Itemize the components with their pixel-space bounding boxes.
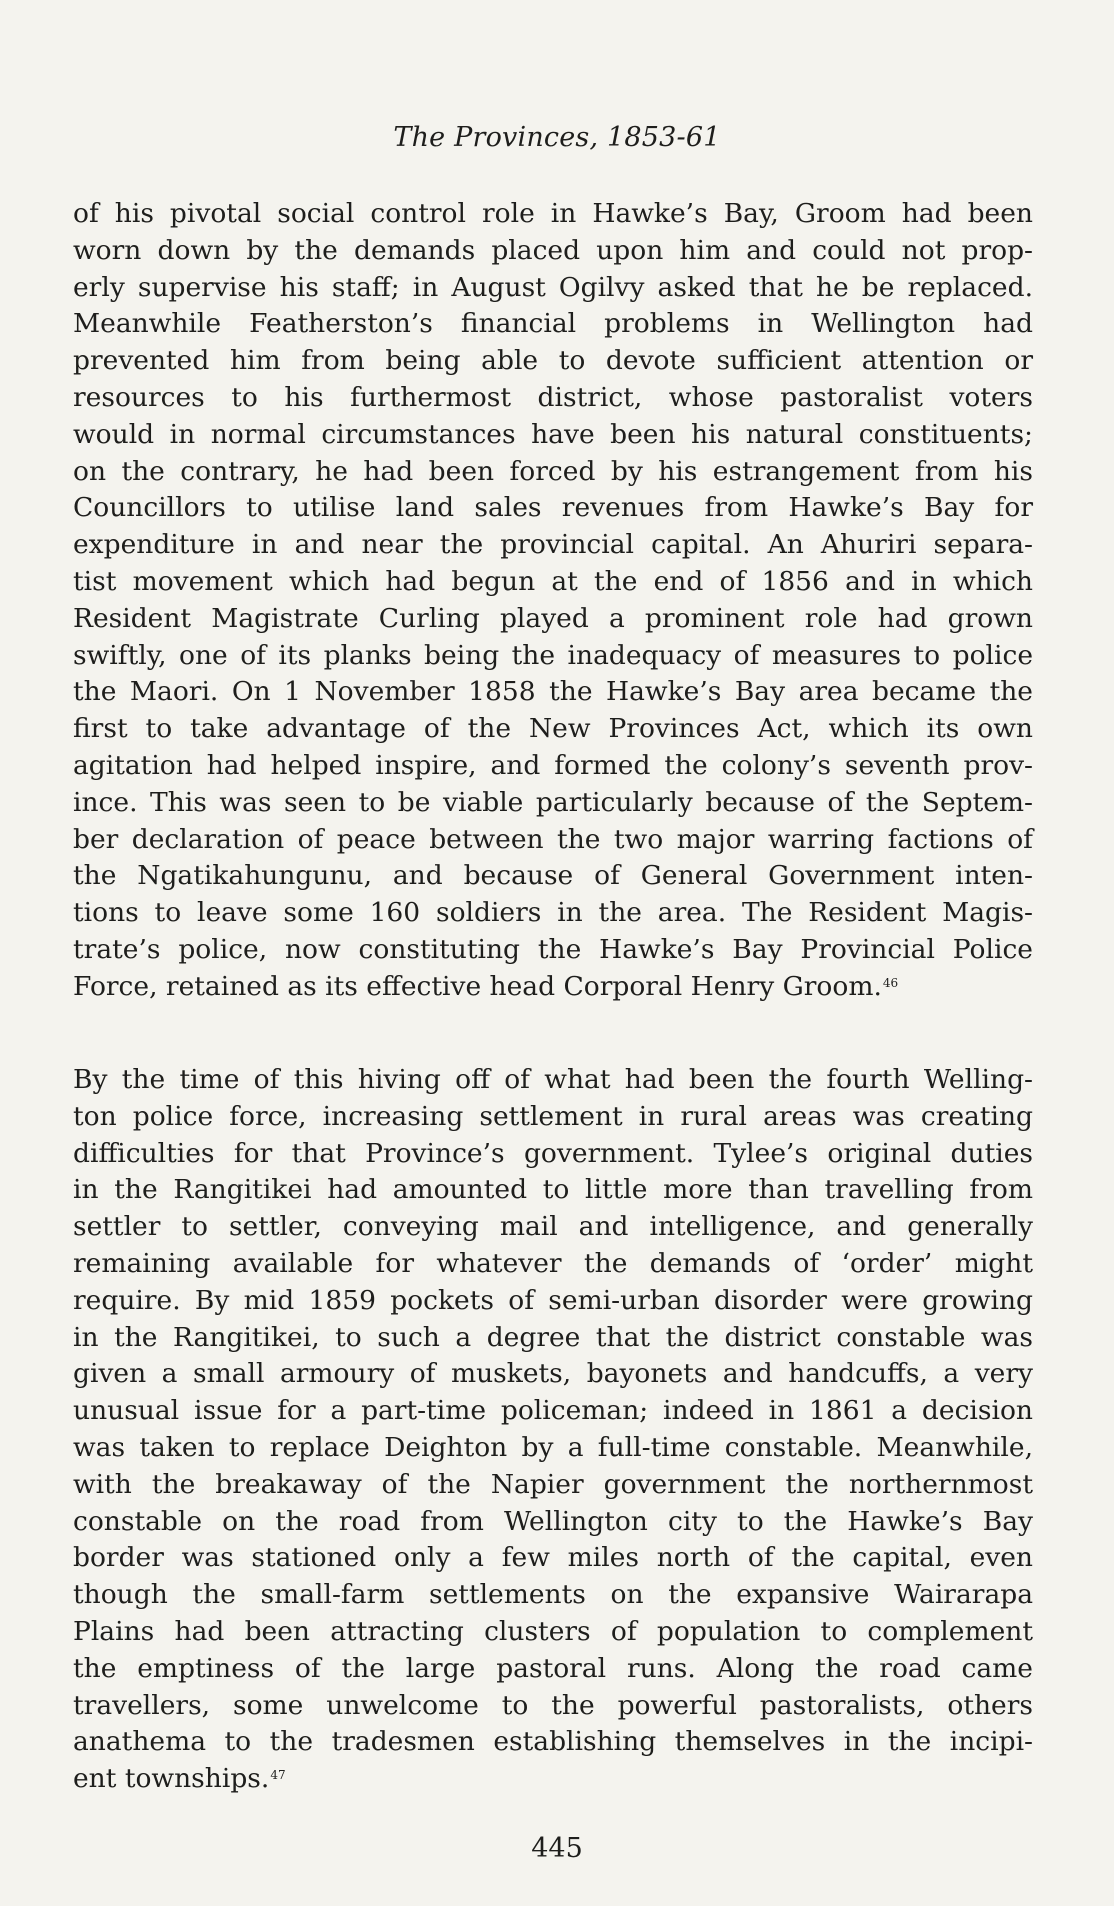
text-line: [73, 306, 1033, 343]
line-text: first to take advantage of the New Provinces Act, which its own: [73, 713, 1033, 745]
line-text: though the small-farm settlements on the expansive Wairarapa: [73, 1579, 1033, 1611]
text-line: [73, 1246, 1033, 1283]
text-line: [73, 1209, 1033, 1246]
text-line: [73, 785, 1033, 822]
text-line: [73, 1651, 1033, 1688]
line-text: on the contrary, he had been forced by his estrangement from his: [73, 455, 1033, 487]
line-text: tist movement which had begun at the end of 1856 and in which: [73, 565, 1033, 597]
text-line: [73, 1467, 1033, 1504]
text-line: [73, 1688, 1033, 1725]
text-line: [73, 1430, 1033, 1467]
running-head: The Provinces, 1853-61: [393, 122, 721, 153]
text-line: [73, 490, 1033, 527]
line-text: ince. This was seen to be viable particularly because of the Septem-: [73, 786, 1033, 818]
text-line: [73, 711, 1033, 748]
footnote-marker: 47: [270, 1768, 286, 1783]
text-line: [73, 270, 1033, 307]
footnote-marker: 46: [882, 975, 899, 990]
line-text: anathema to the tradesmen establishing themselves in the incipi-: [73, 1726, 1033, 1758]
page-number: 445: [531, 1833, 583, 1864]
text-line: [73, 1356, 1033, 1393]
line-text: trate’s police, now constituting the Hawke’s Bay Provincial Police: [73, 933, 1033, 965]
text-line: [73, 1540, 1033, 1577]
line-text: prevented him from being able to devote sufficient attention or: [73, 345, 1033, 377]
text-line: [73, 233, 1033, 270]
line-text: was taken to replace Deighton by a full-time constable. Meanwhile,: [73, 1431, 1033, 1463]
text-line: [73, 674, 1033, 711]
line-text: require. By mid 1859 pockets of semi-urban disorder were growing: [73, 1284, 1033, 1316]
line-text: given a small armoury of muskets, bayonets and handcuffs, a very: [73, 1358, 1033, 1390]
line-text: the Maori. On 1 November 1858 the Hawke’s Bay area became the: [73, 676, 1033, 708]
text-line: [73, 1062, 1033, 1099]
text-line: [73, 196, 1033, 233]
text-line: [73, 1761, 1033, 1798]
text-line: [73, 527, 1033, 564]
text-line: [73, 564, 1033, 601]
line-text: Councillors to utilise land sales revenues from Hawke’s Bay for: [73, 492, 1033, 524]
line-text: swiftly, one of its planks being the inadequacy of measures to police: [73, 639, 1033, 671]
text-line: [73, 969, 1033, 1006]
line-text: ber declaration of peace between the two major warring factions of: [73, 823, 1033, 855]
line-text: travellers, some unwelcome to the powerful pastoralists, others: [73, 1689, 1033, 1721]
line-text: remaining available for whatever the demands of ‘order’ might: [73, 1247, 1033, 1279]
line-text: worn down by the demands placed upon him and could not prop-: [73, 234, 1033, 266]
text-line: [73, 932, 1033, 969]
line-text: the emptiness of the large pastoral runs. Along the road came: [73, 1652, 1033, 1684]
line-text: in the Rangitikei, to such a degree that the district constable was: [73, 1321, 1033, 1353]
text-line: [73, 380, 1033, 417]
text-line: [73, 1172, 1033, 1209]
text-line: [73, 1614, 1033, 1651]
text-line: [73, 1504, 1033, 1541]
line-text: ton police force, increasing settlement in rural areas was creating: [73, 1100, 1033, 1132]
text-line: [73, 895, 1033, 932]
body-paragraph-1: [73, 196, 1033, 1006]
line-text: of his pivotal social control role in Hawke’s Bay, Groom had been: [73, 198, 1033, 229]
text-line: [73, 417, 1033, 454]
line-text: Plains had been attracting clusters of population to complement: [73, 1615, 1033, 1647]
line-text: ent townships.: [73, 1763, 270, 1795]
text-line: [73, 1099, 1033, 1136]
line-text: erly supervise his staff; in August Ogilvy asked that he be replaced.: [73, 271, 1033, 303]
line-text: constable on the road from Wellington city to the Hawke’s Bay: [73, 1505, 1033, 1537]
line-text: Resident Magistrate Curling played a prominent role had grown: [73, 602, 1033, 634]
line-text: difficulties for that Province’s government. Tylee’s original duties: [73, 1137, 1033, 1169]
line-text: with the breakaway of the Napier government the northernmost: [73, 1468, 1033, 1500]
text-line: [73, 1724, 1033, 1761]
line-text: Meanwhile Featherston’s financial problems in Wellington had: [73, 308, 1033, 340]
text-line: [73, 822, 1033, 859]
line-text: the Ngatikahungunu, and because of General Government inten-: [73, 860, 1033, 892]
text-line: [73, 1393, 1033, 1430]
body-paragraph-2: [73, 1062, 1033, 1798]
line-text: resources to his furthermost district, whose pastoralist voters: [73, 381, 1033, 413]
text-line: [73, 1136, 1033, 1173]
text-line: [73, 1577, 1033, 1614]
text-line: [73, 601, 1033, 638]
text-line: [73, 1320, 1033, 1357]
line-text: settler to settler, conveying mail and intelligence, and generally: [73, 1211, 1033, 1243]
text-line: [73, 858, 1033, 895]
text-line: [73, 748, 1033, 785]
line-text: tions to leave some 160 soldiers in the area. The Resident Magis-: [73, 897, 1033, 929]
text-line: [73, 343, 1033, 380]
line-text: unusual issue for a part-time policeman; indeed in 1861 a decision: [73, 1395, 1033, 1427]
line-text: expenditure in and near the provincial capital. An Ahuriri separa-: [73, 529, 1033, 561]
text-line: [73, 454, 1033, 491]
text-line: [73, 638, 1033, 675]
line-text: border was stationed only a few miles north of the capital, even: [73, 1542, 1033, 1574]
line-text: in the Rangitikei had amounted to little more than travelling from: [73, 1174, 1033, 1206]
line-text: By the time of this hiving off of what had been the fourth Welling-: [73, 1064, 1033, 1095]
line-text: agitation had helped inspire, and formed the colony’s seventh prov-: [73, 749, 1033, 781]
text-line: [73, 1283, 1033, 1320]
line-text: Force, retained as its effective head Corporal Henry Groom.: [73, 970, 882, 1002]
line-text: would in normal circumstances have been his natural constituents;: [73, 418, 1033, 450]
